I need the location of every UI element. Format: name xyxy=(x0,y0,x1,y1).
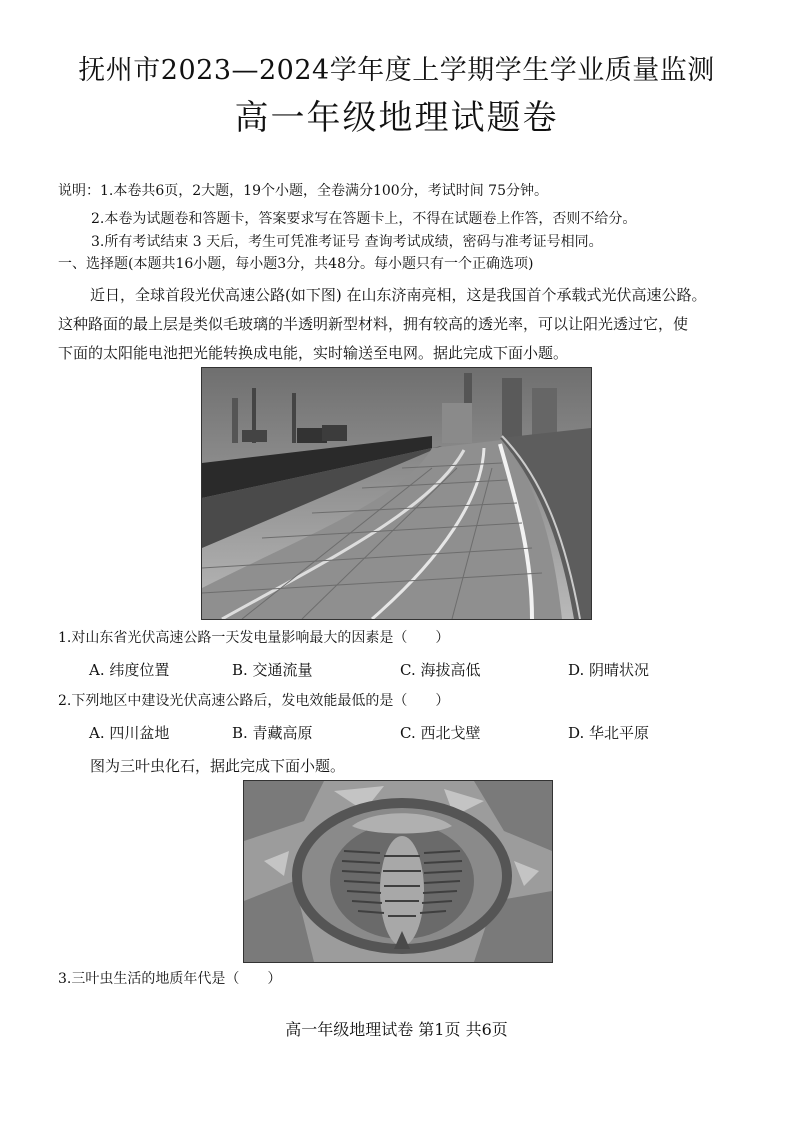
question-3-stem: 3.三叶虫生活的地质年代是（ ） xyxy=(58,971,282,987)
instruction-3: 3.所有考试结束 3 天后，考生可凭准考证号 查询考试成绩，密码与准考证号相同。 xyxy=(91,234,603,250)
section-heading: 一、选择题(本题共16小题，每小题3分，共48分。每小题只有一个正确选项) xyxy=(58,256,534,272)
q2-option-c: C. 西北戈壁 xyxy=(400,724,481,742)
passage-line-3: 下面的太阳能电池把光能转换成电能，实时输送至电网。据此完成下面小题。 xyxy=(58,344,569,362)
passage-line-2: 这种路面的最上层是类似毛玻璃的半透明新型材料，拥有较高的透光率，可以让阳光透过它，使 xyxy=(58,315,689,333)
exam-subtitle: 高一年级地理试题卷 xyxy=(234,98,559,138)
q2-option-a: A. 四川盆地 xyxy=(89,724,170,742)
q1-option-d: D. 阴晴状况 xyxy=(568,661,650,679)
instruction-1: 说明：1.本卷共6页，2大题，19个小题，全卷满分100分，考试时间 75分钟。 xyxy=(58,183,548,199)
page-footer: 高一年级地理试卷 第1页 共6页 xyxy=(285,1020,508,1039)
trilobite-fossil-photo xyxy=(243,780,553,963)
q2-option-b: B. 青藏高原 xyxy=(232,724,313,742)
pv-highway-photo xyxy=(201,367,592,620)
passage-line-1: 近日，全球首段光伏高速公路(如下图) 在山东济南亮相，这是我国首个承载式光伏高速公路。 xyxy=(90,286,707,304)
passage-2: 图为三叶虫化石，据此完成下面小题。 xyxy=(90,757,346,775)
q2-option-d: D. 华北平原 xyxy=(568,724,650,742)
question-1-stem: 1.对山东省光伏高速公路一天发电量影响最大的因素是（ ） xyxy=(58,630,450,646)
question-2-stem: 2.下列地区中建设光伏高速公路后，发电效能最低的是（ ） xyxy=(58,693,450,709)
exam-title: 抚州市2023—2024学年度上学期学生学业质量监测 xyxy=(78,55,715,86)
q1-option-b: B. 交通流量 xyxy=(232,661,313,679)
q1-option-c: C. 海拔高低 xyxy=(400,661,481,679)
instruction-2: 2.本卷为试题卷和答题卡，答案要求写在答题卡上，不得在试题卷上作答，否则不给分。 xyxy=(91,211,637,227)
q1-option-a: A. 纬度位置 xyxy=(89,661,170,679)
